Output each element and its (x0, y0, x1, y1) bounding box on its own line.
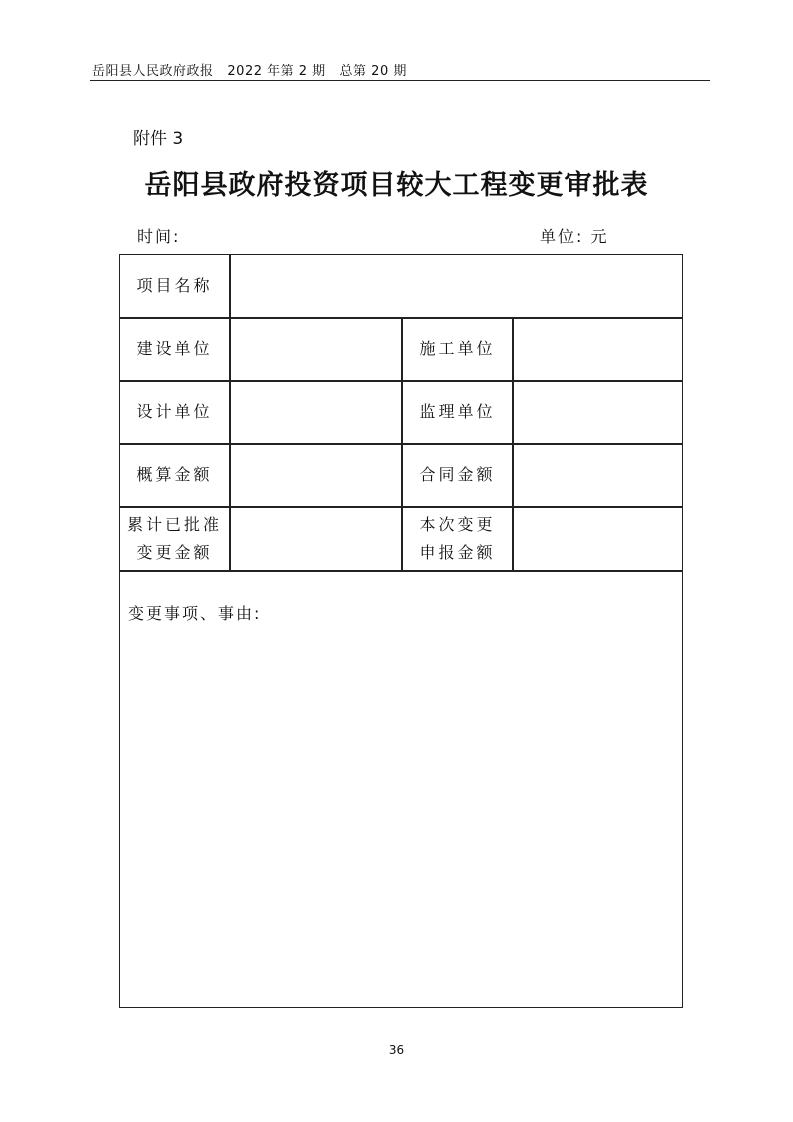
page-number: 36 (388, 1043, 405, 1057)
current-change-amount-label-line1: 本次变更 (419, 515, 496, 534)
header-divider (90, 80, 710, 81)
page-header: 岳阳县人民政府政报 2022 年第 2 期 总第 20 期 (92, 64, 407, 79)
form-title: 岳阳县政府投资项目较大工程变更审批表 (144, 170, 649, 201)
design-unit-label: 设计单位 (136, 402, 213, 421)
approval-form-table (119, 254, 683, 1008)
column-divider (512, 317, 514, 570)
change-reason-label: 变更事项、事由: (128, 604, 262, 623)
current-change-amount-label-line2: 申报金额 (419, 543, 496, 562)
attachment-label: 附件 3 (133, 129, 184, 149)
current-change-amount-label (403, 511, 512, 567)
supervision-unit-label: 监理单位 (419, 402, 496, 421)
contract-amount-label: 合同金额 (419, 465, 496, 484)
unit-label: 单位: 元 (540, 227, 609, 246)
approved-change-amount-label-line1: 累计已批准 (126, 515, 222, 534)
column-divider (229, 255, 231, 570)
construction-unit-label: 建设单位 (136, 339, 213, 358)
time-label: 时间: (137, 227, 181, 246)
approved-change-amount-label-line2: 变更金额 (136, 543, 213, 562)
approved-change-amount-label (120, 511, 229, 567)
builder-unit-label: 施工单位 (419, 339, 496, 358)
time-field (137, 224, 180, 247)
budget-amount-label: 概算金额 (136, 465, 213, 484)
project-name-label: 项目名称 (136, 276, 213, 295)
row-divider (120, 570, 682, 572)
